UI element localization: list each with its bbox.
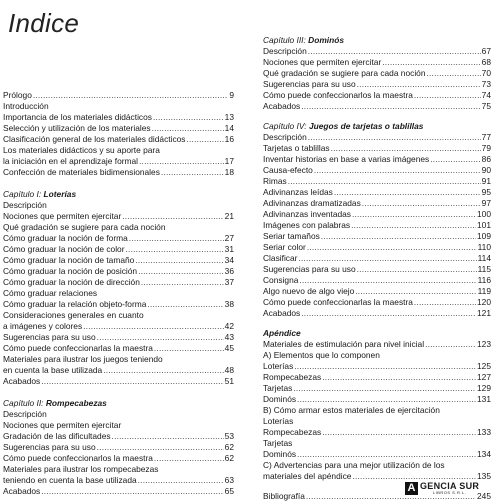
toc-entry (263, 372, 491, 383)
toc-entry-title: Dominós (263, 394, 297, 404)
dot-leader (322, 427, 476, 438)
section-gap (263, 319, 491, 328)
toc-page-number: 109 (477, 231, 491, 241)
toc-entry-title: Bibliografía (263, 491, 305, 501)
toc-entry-title: Acabados (3, 486, 41, 496)
toc-entry (263, 286, 491, 297)
toc-page-number: 13 (224, 112, 234, 122)
toc-entry-title: la iniciación en el aprendizaje formal (3, 156, 139, 166)
toc-entry-title: Nociones que permiten ejercitar (263, 57, 382, 67)
dot-leader (41, 376, 223, 387)
toc-entry-title: Cómo graduar la noción de dirección (3, 277, 140, 287)
toc-entry (263, 154, 491, 165)
toc-entry-title: a imágenes y colores (3, 321, 83, 331)
toc-page-number: 27 (224, 233, 234, 243)
toc-entry-title: Causa-efecto (263, 165, 313, 175)
toc-left-column (3, 90, 234, 497)
toc-entry (263, 187, 491, 198)
toc-entry (3, 211, 234, 222)
dot-leader (297, 394, 476, 405)
toc-page-number: 62 (224, 453, 234, 463)
toc-entry-title: Confección de materiales bidimensionales (3, 167, 160, 177)
toc-entry (3, 233, 234, 244)
toc-entry-title: en cuenta la base utilizada (3, 365, 103, 375)
section-gap (3, 178, 234, 189)
toc-entry-title: Cómo graduar la noción de color (3, 244, 125, 254)
dot-leader (301, 101, 480, 112)
chapter-heading (263, 35, 491, 46)
toc-entry-title: Tarjetas (263, 383, 293, 393)
page-title: Indice (8, 8, 80, 38)
toc-entry (263, 242, 491, 253)
toc-entry-title: Cómo puede confeccionarlas la maestra (263, 297, 413, 307)
toc-page-number: 48 (224, 365, 234, 375)
dot-leader (126, 244, 224, 255)
toc-entry (3, 365, 234, 376)
dot-leader (301, 308, 476, 319)
toc-entry-title: Qué gradación se sugiere para cada noción (263, 68, 426, 78)
toc-subheading: Los materiales didácticos y su aporte para (3, 145, 160, 155)
dot-leader (138, 475, 224, 486)
toc-entry-title: Clasificación general de los materiales didácticos (3, 134, 186, 144)
toc-entry (263, 90, 491, 101)
toc-entry-title: Adivinanzas dramatizadas (263, 198, 361, 208)
toc-page-number: 100 (477, 209, 491, 219)
toc-entry (3, 167, 234, 178)
toc-entry (3, 277, 234, 288)
toc-subheading: Tarjetas (263, 438, 293, 448)
logo-mark: A (405, 482, 418, 495)
toc-entry-title: Cómo graduar la relación objeto-forma (3, 299, 147, 309)
toc-page-number: 91 (481, 176, 491, 186)
publisher-logo (405, 482, 479, 495)
toc-page-number: 16 (224, 134, 234, 144)
toc-entry (263, 46, 491, 57)
dot-leader (297, 449, 476, 460)
toc-entry-title: Materiales de estimulación para nivel inicial (263, 339, 425, 349)
toc-page-number: 129 (477, 383, 491, 393)
dot-leader (154, 343, 224, 354)
toc-page-number: 90 (481, 165, 491, 175)
dot-leader (293, 383, 476, 394)
toc-page-number: 18 (224, 167, 234, 177)
toc-entry (3, 475, 234, 486)
toc-page-number: 51 (224, 376, 234, 386)
toc-entry-title: Dominós (263, 449, 297, 459)
dot-leader (154, 453, 224, 464)
dot-leader (314, 165, 481, 176)
toc-entry-title: Adivinanzas leídas (263, 187, 333, 197)
chapter-heading (3, 398, 234, 409)
toc-entry-title: Seriar tamaños (263, 231, 320, 241)
toc-page-number: 37 (224, 277, 234, 287)
toc-page-number: 86 (481, 154, 491, 164)
toc-entry (3, 123, 234, 134)
toc-page-number: 97 (481, 198, 491, 208)
toc-page-number: 123 (477, 339, 491, 349)
chapter-heading (263, 121, 491, 132)
toc-entry-title: Inventar historias en base a varias imágenes (263, 154, 430, 164)
toc-subheading: Qué gradación se sugiere para cada noción (3, 222, 166, 232)
toc-entry (3, 343, 234, 354)
dot-leader (97, 332, 224, 343)
toc-entry-title: Cómo graduar la noción de posición (3, 266, 138, 276)
toc-entry-title: Cómo graduar la noción de tamaño (3, 255, 135, 265)
toc-entry-title: Consigna (263, 275, 299, 285)
toc-page-number: 34 (224, 255, 234, 265)
toc-entry (263, 198, 491, 209)
toc-entry-title: Rompecabezas (263, 372, 322, 382)
dot-leader (139, 156, 224, 167)
toc-entry-title: Importancia de los materiales didácticos (3, 112, 152, 122)
dot-leader (321, 231, 476, 242)
toc-entry (263, 297, 491, 308)
toc-page-number: 17 (224, 156, 234, 166)
toc-entry (263, 427, 491, 438)
toc-entry-title: Acabados (3, 376, 41, 386)
logo-name: GENCIA SUR (420, 481, 480, 491)
toc-subheading: Descripción (3, 200, 47, 210)
toc-subheading: Consideraciones generales en cuanto (3, 310, 144, 320)
dot-leader (122, 211, 223, 222)
toc-page-number: 38 (224, 299, 234, 309)
toc-page-number: 135 (477, 471, 491, 481)
dot-leader (382, 57, 480, 68)
toc-page-number: 120 (477, 297, 491, 307)
toc-page-number: 134 (477, 449, 491, 459)
toc-page-number: 95 (481, 187, 491, 197)
toc-entry (263, 264, 491, 275)
toc-entry-title: materiales del apéndice (263, 471, 352, 481)
dot-leader (138, 266, 224, 277)
toc-entry (3, 244, 234, 255)
dot-leader (351, 220, 476, 231)
dot-leader (103, 365, 223, 376)
dot-leader (357, 79, 481, 90)
toc-page-number: 67 (481, 46, 491, 56)
toc-entry-title: Cómo puede confeccionarlos la maestra (3, 453, 153, 463)
toc-page-number: 121 (477, 308, 491, 318)
dot-leader (307, 242, 477, 253)
toc-entry-title: Adivinanzas inventadas (263, 209, 351, 219)
toc-subheading: Cómo graduar relaciones (3, 288, 98, 298)
toc-entry (263, 220, 491, 231)
toc-entry-title: Imágenes con palabras (263, 220, 351, 230)
dot-leader (97, 442, 224, 453)
dot-leader (83, 321, 224, 332)
dot-leader (355, 286, 476, 297)
toc-entry-title: Sugerencias para su uso (263, 79, 356, 89)
toc-page-number: 245 (477, 491, 491, 501)
toc-entry (3, 266, 234, 277)
toc-entry-title: Gradación de las dificultades (3, 431, 111, 441)
dot-leader (334, 187, 481, 198)
dot-leader (153, 112, 224, 123)
toc-page-number: 116 (477, 275, 491, 285)
toc-entry-title: Nociones que permiten ejercitar (3, 211, 122, 221)
toc-page-number: 9 (229, 90, 234, 100)
toc-entry (3, 486, 234, 497)
toc-entry (263, 449, 491, 460)
toc-page-number: 77 (481, 132, 491, 142)
toc-page-number: 133 (477, 427, 491, 437)
toc-entry (3, 453, 234, 464)
toc-entry-title: teniendo en cuenta la base utilizada (3, 475, 137, 485)
toc-page-number: 74 (481, 90, 491, 100)
toc-entry (3, 376, 234, 387)
toc-entry-title: Descripción (263, 132, 307, 142)
chapter-title: Juegos de tarjetas o tablillas (308, 121, 424, 131)
toc-entry-title: Sugerencias para su uso (3, 442, 96, 452)
toc-entry (263, 165, 491, 176)
toc-entry (263, 57, 491, 68)
toc-page-number: 131 (477, 394, 491, 404)
dot-leader (425, 339, 476, 350)
dot-leader (414, 297, 476, 308)
toc-page-number: 21 (224, 211, 234, 221)
toc-entry (263, 68, 491, 79)
toc-subheading: Materiales para ilustrar los juegos teniendo (3, 354, 163, 364)
dot-leader (294, 361, 476, 372)
toc-page-number: 31 (224, 244, 234, 254)
toc-entry-title: Seriar color (263, 242, 306, 252)
toc-entry-title: Tarjetas o tablillas (263, 143, 330, 153)
toc-entry (3, 332, 234, 343)
section-gap (263, 112, 491, 121)
toc-subheading: Materiales para ilustrar los rompecabezas (3, 464, 159, 474)
toc-entry (263, 209, 491, 220)
toc-entry (263, 394, 491, 405)
dot-leader (430, 154, 480, 165)
chapter-title: Dominós (308, 35, 344, 45)
toc-entry-title: Acabados (263, 308, 301, 318)
chapter-heading (3, 189, 234, 200)
dot-leader (322, 372, 476, 383)
dot-leader (362, 198, 481, 209)
dot-leader (288, 176, 481, 187)
toc-entry (263, 383, 491, 394)
chapter-number: Capítulo III: (263, 35, 306, 45)
toc-entry (263, 143, 491, 154)
dot-leader (135, 255, 223, 266)
toc-page-number: 53 (224, 431, 234, 441)
dot-leader (161, 167, 224, 178)
chapter-number: Capítulo IV: (263, 121, 307, 131)
toc-page-number: 125 (477, 361, 491, 371)
toc-page-number: 114 (477, 253, 491, 263)
toc-entry (3, 431, 234, 442)
dot-leader (33, 90, 228, 101)
toc-entry (3, 321, 234, 332)
toc-entry-title: Algo nuevo de algo viejo (263, 286, 355, 296)
toc-subheading: Nociones que permiten ejercitar (3, 420, 122, 430)
toc-entry (3, 112, 234, 123)
toc-subheading: B) Cómo armar estos materiales de ejercitación (263, 405, 440, 415)
toc-entry (3, 442, 234, 453)
toc-page-number: 73 (481, 79, 491, 89)
dot-leader (147, 299, 223, 310)
toc-page-number: 110 (477, 242, 491, 252)
toc-entry (263, 339, 491, 350)
toc-entry-title: Selección y utilización de los materiales (3, 123, 151, 133)
chapter-number: Capítulo II: (3, 398, 44, 408)
toc-subheading: Descripción (3, 409, 47, 419)
dot-leader (129, 233, 224, 244)
dot-leader (298, 253, 476, 264)
toc-entry (263, 79, 491, 90)
toc-page-number: 65 (224, 486, 234, 496)
toc-page-number: 36 (224, 266, 234, 276)
toc-subheading: A) Elementos que lo componen (263, 350, 380, 360)
toc-entry (263, 176, 491, 187)
toc-entry (263, 101, 491, 112)
toc-entry-title: Cómo graduar la noción de forma (3, 233, 128, 243)
toc-entry (3, 156, 234, 167)
toc-page-number: 119 (477, 286, 491, 296)
toc-page-number: 79 (481, 143, 491, 153)
chapter-title: Loterías (43, 189, 77, 199)
toc-entry-title: Clasificar (263, 253, 298, 263)
toc-entry (263, 253, 491, 264)
toc-entry (3, 255, 234, 266)
toc-entry-title: Sugerencias para su uso (3, 332, 96, 342)
dot-leader (112, 431, 224, 442)
toc-entry-title: Cómo puede confeccionarlas la maestra (3, 343, 153, 353)
toc-page-number: 63 (224, 475, 234, 485)
toc-page-number: 14 (224, 123, 234, 133)
toc-page-number: 45 (224, 343, 234, 353)
toc-entry-title: Descripción (263, 46, 307, 56)
toc-entry-title: Cómo puede confeccionarlos la maestra (263, 90, 413, 100)
toc-page-number: 42 (224, 321, 234, 331)
toc-entry-title: Rimas (263, 176, 287, 186)
toc-entry (263, 308, 491, 319)
section-gap (3, 387, 234, 398)
toc-entry-title: Prólogo (3, 90, 32, 100)
toc-page-number: 70 (481, 68, 491, 78)
toc-entry-title: Loterías (263, 361, 294, 371)
toc-entry (263, 231, 491, 242)
toc-subheading: Loterías (263, 416, 294, 426)
toc-entry (263, 132, 491, 143)
dot-leader (186, 134, 223, 145)
toc-page-number: 127 (477, 372, 491, 382)
toc-page-number: 75 (481, 101, 491, 111)
dot-leader (414, 90, 481, 101)
toc-entry (3, 134, 234, 145)
toc-entry (263, 275, 491, 286)
toc-page-number: 115 (477, 264, 491, 274)
dot-leader (141, 277, 224, 288)
dot-leader (152, 123, 224, 134)
dot-leader (299, 275, 476, 286)
dot-leader (41, 486, 223, 497)
dot-leader (357, 264, 477, 275)
dot-leader (352, 209, 476, 220)
dot-leader (308, 132, 481, 143)
toc-page-number: 62 (224, 442, 234, 452)
appendix-heading: Apéndice (263, 328, 301, 338)
toc-entry (3, 90, 234, 101)
toc-subheading: C) Advertencias para una mejor utilización de los (263, 460, 445, 470)
toc-page-number: 43 (224, 332, 234, 342)
chapter-number: Capítulo I: (3, 189, 42, 199)
toc-page-number: 68 (481, 57, 491, 67)
toc-right-column (263, 35, 491, 502)
toc-entry-title: Sugerencias para su uso (263, 264, 356, 274)
toc-entry (3, 299, 234, 310)
dot-leader (308, 46, 481, 57)
chapter-title: Rompecabezas (45, 398, 107, 408)
toc-subheading: Introducción (3, 101, 49, 111)
toc-page-number: 101 (477, 220, 491, 230)
logo-subtitle: LIBROS S.R.L. (432, 490, 467, 495)
toc-entry (263, 361, 491, 372)
toc-entry-title: Acabados (263, 101, 301, 111)
dot-leader (427, 68, 481, 79)
toc-entry-title: Rompecabezas (263, 427, 322, 437)
dot-leader (331, 143, 481, 154)
